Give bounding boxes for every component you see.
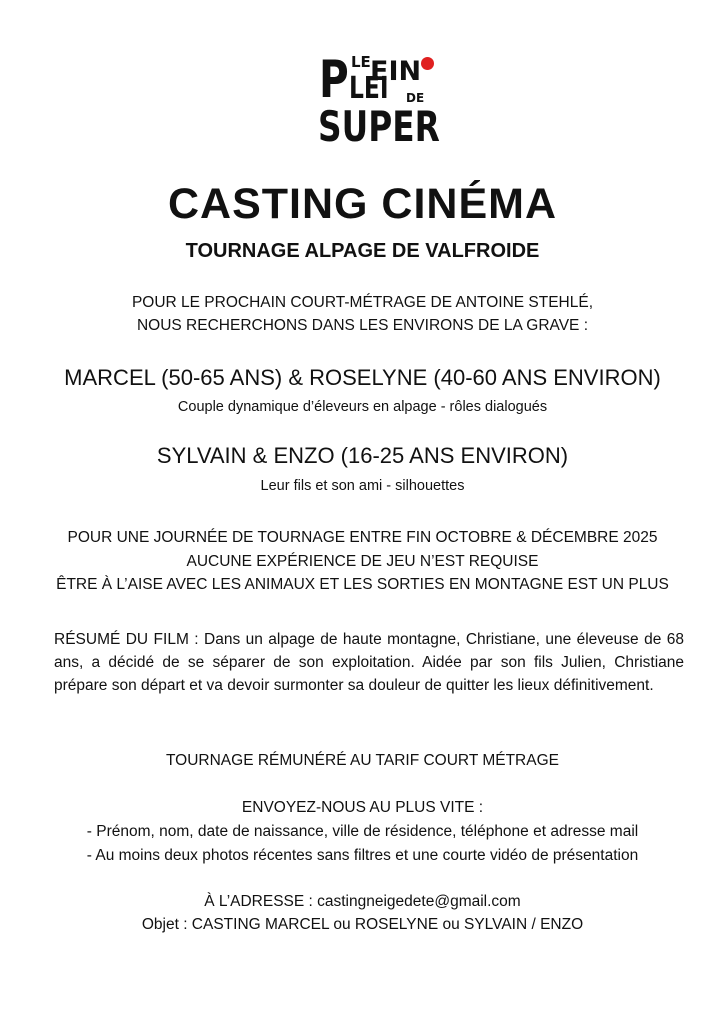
- remuneration-text: TOURNAGE RÉMUNÉRÉ AU TARIF COURT MÉTRAGE: [165, 752, 559, 769]
- contact-address: À L’ADRESSE : castingneigedete@gmail.com: [204, 893, 521, 910]
- role-description-marcel-roselyne: Couple dynamique d’éleveurs en alpage - rôles dialogués: [177, 399, 548, 415]
- logo-text-super: SUPER: [318, 102, 440, 151]
- logo-text-ein: EIN: [370, 56, 422, 87]
- send-item-2: - Au moins deux photos récentes sans filtres et une courte vidéo de présentation: [86, 847, 639, 864]
- condition-line-2: AUCUNE EXPÉRIENCE DE JEU N’EST REQUISE: [186, 553, 539, 570]
- condition-line-3: ÊTRE À L’AISE AVEC LES ANIMAUX ET LES SORTIES EN MONTAGNE EST UN PLUS: [56, 576, 669, 593]
- contact-subject: Objet : CASTING MARCEL ou ROSELYNE ou SYLVAIN / ENZO: [141, 916, 584, 933]
- page-title: CASTING CINÉMA: [167, 180, 558, 228]
- logo-letter-p: P: [319, 50, 349, 110]
- send-heading: ENVOYEZ-NOUS AU PLUS VITE :: [241, 799, 484, 816]
- role-heading-sylvain-enzo: SYLVAIN & ENZO (16-25 ANS ENVIRON): [156, 443, 569, 468]
- role-heading-marcel-roselyne: MARCEL (50-65 ANS) & ROSELYNE (40-60 ANS ENVIRON): [64, 365, 661, 390]
- condition-line-1: POUR UNE JOURNÉE DE TOURNAGE ENTRE FIN OCTOBRE & DÉCEMBRE 2025: [67, 529, 658, 546]
- intro-line-1: POUR LE PROCHAIN COURT-MÉTRAGE DE ANTOINE STEHLÉ,: [131, 294, 594, 311]
- logo-text-de: DE: [406, 91, 425, 105]
- logo-text-le: LE: [351, 53, 371, 71]
- send-item-1: - Prénom, nom, date de naissance, ville de résidence, téléphone et adresse mail: [86, 823, 639, 840]
- le-plein-de-super-logo: [318, 52, 438, 152]
- intro-line-2: NOUS RECHERCHONS DANS LES ENVIRONS DE LA GRAVE :: [136, 317, 589, 334]
- film-summary: RÉSUMÉ DU FILM : Dans un alpage de haute montagne, Christiane, une éleveuse de 68 ans, a décidé de se séparer de son exploitation. Aidée par son fils Julien, Christiane prépare son départ et va devoir surmonter sa douleur de quitter les lieux définitivement.: [54, 631, 684, 694]
- role-description-sylvain-enzo: Leur fils et son ami - silhouettes: [260, 478, 465, 494]
- logo-red-dot-icon: [421, 57, 434, 70]
- page-subtitle: TOURNAGE ALPAGE DE VALFROIDE: [185, 240, 540, 262]
- logo-text-lei: LEI: [349, 71, 389, 106]
